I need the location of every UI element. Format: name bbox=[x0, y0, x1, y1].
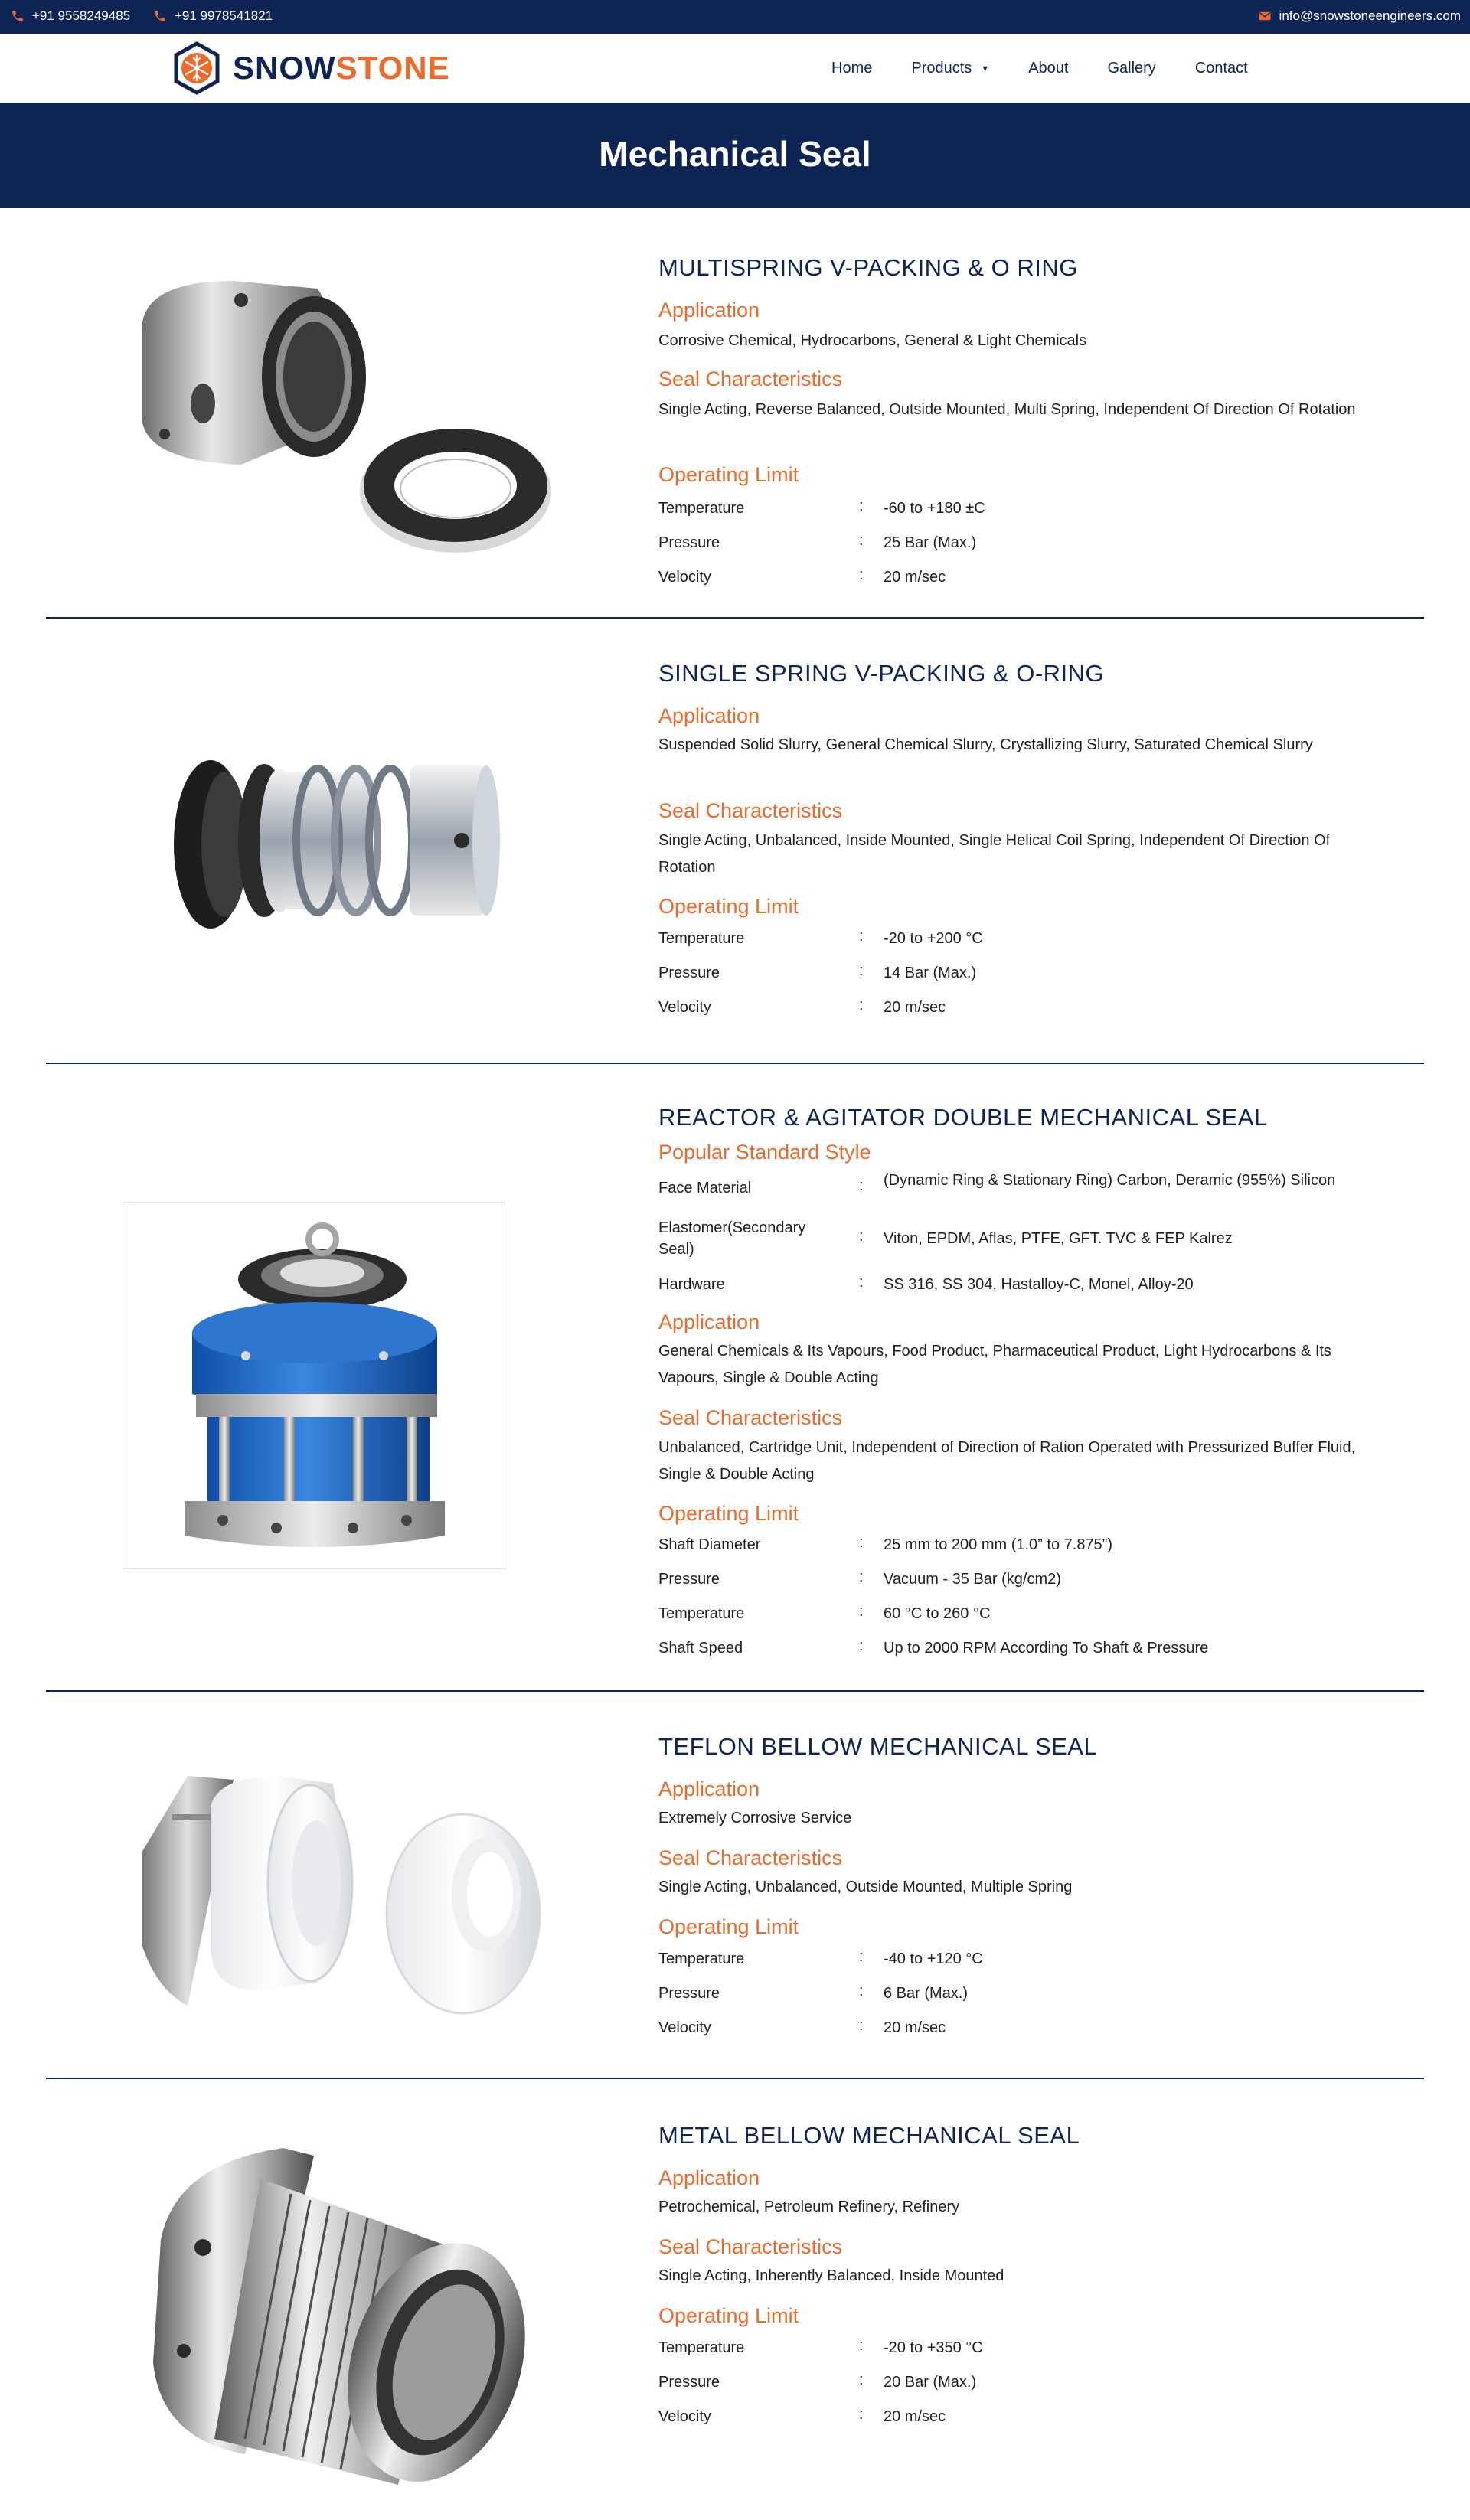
seal-characteristics-heading: Seal Characteristics bbox=[658, 1846, 843, 1869]
product-title: MULTISPRING V-PACKING & O RING bbox=[658, 254, 1078, 281]
spec-key: Face Material bbox=[658, 1180, 752, 1196]
spec-key: Shaft Diameter bbox=[658, 1536, 761, 1553]
operating-limit-heading: Operating Limit bbox=[658, 895, 799, 918]
snowflake-logo-icon bbox=[170, 41, 224, 95]
spec-colon: : bbox=[859, 1177, 864, 1194]
spec-value: -60 to +180 ±C bbox=[884, 500, 985, 517]
metal-bellow-seal-image bbox=[130, 2133, 559, 2500]
spec-row bbox=[658, 1170, 1424, 1216]
spec-colon: : bbox=[859, 1948, 864, 1965]
spec-value: Viton, EPDM, Aflas, PTFE, GFT. TVC & FEP Kalrez bbox=[884, 1230, 1233, 1247]
site-header bbox=[0, 34, 1470, 103]
spec-key: Velocity bbox=[658, 999, 711, 1016]
spec-colon: : bbox=[859, 2406, 864, 2423]
application-text: Extremely Corrosive Service bbox=[658, 1810, 852, 1826]
spec-value: -20 to +350 °C bbox=[884, 2339, 983, 2356]
product-card bbox=[46, 619, 1424, 1066]
spec-key: Pressure bbox=[658, 2374, 720, 2391]
application-text: General Chemicals & Its Vapours, Food Product, Pharmaceutical Product, Light Hydrocarbons & Its Vapours, Single & Double Acting bbox=[658, 1343, 1331, 1386]
spec-value: 20 m/sec bbox=[884, 2019, 946, 2036]
spec-colon: : bbox=[859, 2371, 864, 2388]
spec-colon: : bbox=[859, 1983, 864, 1999]
product-title: SINGLE SPRING V-PACKING & O-RING bbox=[658, 660, 1105, 687]
product-title: TEFLON BELLOW MECHANICAL SEAL bbox=[658, 1733, 1098, 1760]
seal-characteristics-heading: Seal Characteristics bbox=[658, 367, 843, 390]
spec-key: Temperature bbox=[658, 1605, 745, 1622]
application-heading: Application bbox=[658, 299, 760, 322]
application-text: Corrosive Chemical, Hydrocarbons, General & Light Chemicals bbox=[658, 332, 1087, 349]
brand-name-part-2: STONE bbox=[335, 50, 450, 86]
seal-characteristics-text: Single Acting, Reverse Balanced, Outside Mounted, Multi Spring, Independent Of Direction Of Rotation bbox=[658, 401, 1356, 418]
spec-key: Shaft Speed bbox=[658, 1640, 743, 1657]
teflon-bellow-seal-image bbox=[126, 1761, 555, 2036]
spec-value: 20 m/sec bbox=[884, 999, 946, 1016]
seal-characteristics-text: Unbalanced, Cartridge Unit, Independent of Direction of Ration Operated with Pressurized Buffer Fluid, Single & Double Acting bbox=[658, 1439, 1356, 1483]
brand-name-part-1: SNOW bbox=[233, 50, 336, 86]
product-title: METAL BELLOW MECHANICAL SEAL bbox=[658, 2122, 1080, 2149]
nav-gallery[interactable] bbox=[1107, 60, 1155, 77]
spec-key: Pressure bbox=[658, 1571, 720, 1588]
seal-characteristics-text: Single Acting, Unbalanced, Inside Mounted, Single Helical Coil Spring, Independent Of Direction Of Rotation bbox=[658, 832, 1331, 876]
phone-number-1: +91 9558249485 bbox=[32, 8, 131, 23]
spec-key: Temperature bbox=[658, 2339, 745, 2356]
nav-products-label: Products bbox=[911, 60, 972, 77]
spec-value: -40 to +120 °C bbox=[884, 1950, 983, 1967]
spec-key: Pressure bbox=[658, 1985, 720, 2002]
spec-row bbox=[658, 1217, 1424, 1263]
seal-characteristics-heading: Seal Characteristics bbox=[658, 2235, 843, 2258]
phone-contact-1[interactable] bbox=[11, 8, 130, 24]
product-card bbox=[46, 208, 1424, 622]
operating-limit-heading: Operating Limit bbox=[658, 1915, 799, 1938]
spec-colon: : bbox=[859, 1637, 864, 1654]
spec-key: Temperature bbox=[658, 1950, 745, 1967]
spec-key: Temperature bbox=[658, 930, 745, 947]
brand-name bbox=[233, 50, 450, 87]
nav-about[interactable] bbox=[1028, 60, 1068, 77]
seal-characteristics-heading: Seal Characteristics bbox=[658, 799, 843, 822]
product-card bbox=[46, 1692, 1424, 2081]
nav-home[interactable] bbox=[831, 60, 872, 77]
page-title: Mechanical Seal bbox=[599, 134, 871, 174]
page-title-band bbox=[0, 103, 1470, 208]
spec-colon: : bbox=[859, 1274, 864, 1291]
spec-value: 6 Bar (Max.) bbox=[884, 1985, 969, 2002]
seal-characteristics-text: Single Acting, Unbalanced, Outside Mounted, Multiple Spring bbox=[658, 1879, 1073, 1895]
spec-value: Vacuum - 35 Bar (kg/cm2) bbox=[884, 1571, 1061, 1588]
single-spring-seal-image bbox=[157, 749, 517, 940]
nav-contact[interactable] bbox=[1195, 60, 1248, 77]
popular-standard-style-heading: Popular Standard Style bbox=[658, 1141, 871, 1164]
multispring-seal-image bbox=[119, 269, 563, 576]
mail-icon bbox=[1258, 9, 1272, 23]
spec-colon: : bbox=[859, 997, 864, 1014]
spec-value: Up to 2000 RPM According To Shaft & Pressure bbox=[884, 1640, 1209, 1657]
spec-value: 20 m/sec bbox=[884, 569, 946, 586]
spec-colon: : bbox=[859, 532, 864, 549]
spec-colon: : bbox=[859, 2017, 864, 2034]
spec-value: 25 Bar (Max.) bbox=[884, 534, 977, 551]
phone-contact-2[interactable] bbox=[153, 8, 273, 24]
spec-colon: : bbox=[859, 566, 864, 583]
nav-contact-label: Contact bbox=[1194, 60, 1248, 77]
application-heading: Application bbox=[658, 1311, 760, 1333]
application-heading: Application bbox=[658, 2166, 760, 2189]
spec-value: (Dynamic Ring & Stationary Ring) Carbon, Deramic (955%) Silicon bbox=[884, 1172, 1336, 1189]
spec-colon: : bbox=[859, 962, 864, 979]
product-card bbox=[46, 2079, 1424, 2520]
nav-products[interactable] bbox=[911, 60, 989, 77]
spec-colon: : bbox=[859, 1534, 864, 1551]
operating-limit-heading: Operating Limit bbox=[658, 463, 799, 486]
spec-value: 20 m/sec bbox=[884, 2408, 946, 2425]
main-nav bbox=[831, 60, 1287, 77]
phone-icon bbox=[11, 9, 24, 23]
reactor-agitator-seal-image bbox=[177, 1218, 452, 1555]
spec-colon: : bbox=[859, 498, 864, 514]
spec-key: Velocity bbox=[658, 2019, 711, 2036]
reactor-seal-image-frame bbox=[122, 1202, 505, 1569]
product-card bbox=[46, 1064, 1424, 1693]
application-heading: Application bbox=[658, 1777, 760, 1800]
phone-number-2: +91 9978541821 bbox=[175, 8, 273, 23]
spec-colon: : bbox=[859, 1228, 864, 1245]
spec-key: Velocity bbox=[658, 569, 711, 586]
phone-icon bbox=[153, 9, 167, 23]
nav-home-label: Home bbox=[831, 60, 873, 77]
application-heading: Application bbox=[658, 704, 760, 727]
spec-key: Hardware bbox=[658, 1276, 725, 1293]
application-text: Petrochemical, Petroleum Refinery, Refinery bbox=[658, 2198, 960, 2215]
spec-value: 14 Bar (Max.) bbox=[884, 965, 977, 981]
seal-characteristics-text: Single Acting, Inherently Balanced, Inside Mounted bbox=[658, 2267, 1004, 2284]
spec-colon: : bbox=[859, 1603, 864, 1620]
site-logo[interactable] bbox=[170, 41, 450, 95]
spec-value: 25 mm to 200 mm (1.0” to 7.875”) bbox=[884, 1536, 1113, 1553]
spec-key: Elastomer(Secondary Seal) bbox=[658, 1219, 806, 1258]
product-title: REACTOR & AGITATOR DOUBLE MECHANICAL SEAL bbox=[658, 1104, 1268, 1131]
spec-colon: : bbox=[859, 1568, 864, 1585]
spec-key: Pressure bbox=[658, 965, 720, 981]
spec-colon: : bbox=[859, 2337, 864, 2354]
email-contact[interactable] bbox=[1258, 8, 1461, 24]
spec-value: -20 to +200 °C bbox=[884, 930, 983, 947]
spec-value: SS 316, SS 304, Hastalloy-C, Monel, Alloy-20 bbox=[884, 1276, 1194, 1293]
application-text: Suspended Solid Slurry, General Chemical Slurry, Crystallizing Slurry, Saturated Chemical Slurry bbox=[658, 736, 1313, 753]
spec-value: 60 °C to 260 °C bbox=[884, 1605, 991, 1622]
operating-limit-heading: Operating Limit bbox=[658, 1502, 799, 1525]
spec-key: Velocity bbox=[658, 2408, 711, 2425]
seal-characteristics-heading: Seal Characteristics bbox=[658, 1406, 843, 1429]
spec-key: Temperature bbox=[658, 500, 745, 517]
email-address: info@snowstoneengineers.com bbox=[1279, 8, 1461, 23]
nav-gallery-label: Gallery bbox=[1107, 60, 1156, 77]
spec-key: Pressure bbox=[658, 534, 720, 551]
operating-limit-heading: Operating Limit bbox=[658, 2304, 799, 2327]
spec-colon: : bbox=[859, 928, 864, 945]
top-contact-bar bbox=[0, 0, 1470, 34]
spec-value: 20 Bar (Max.) bbox=[884, 2374, 977, 2391]
chevron-down-icon: ▼ bbox=[981, 64, 990, 73]
nav-about-label: About bbox=[1028, 60, 1069, 77]
